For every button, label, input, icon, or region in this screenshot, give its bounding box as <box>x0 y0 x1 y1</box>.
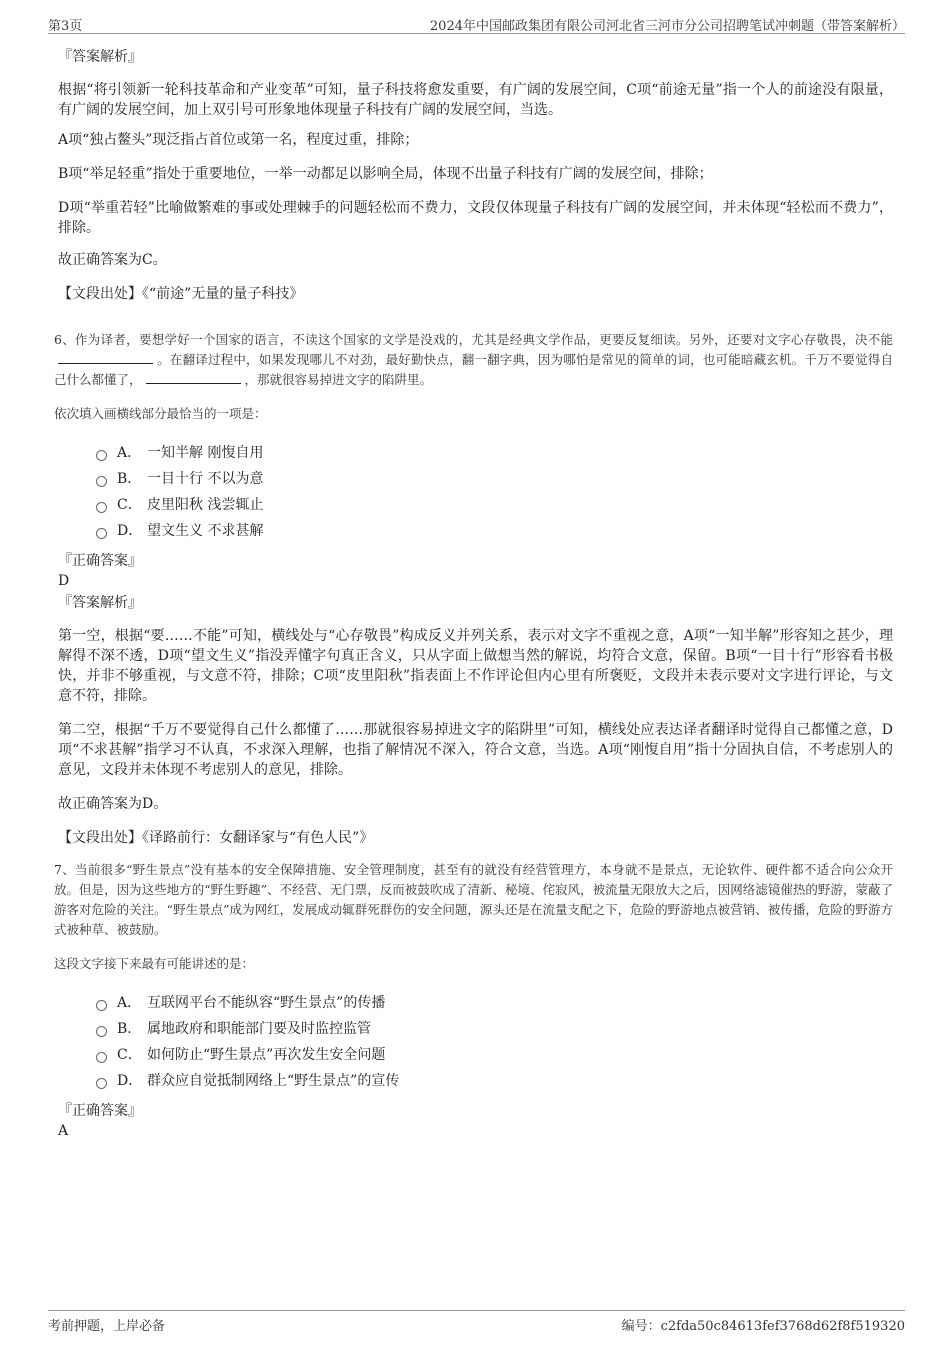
option-letter: C． <box>117 1047 142 1063</box>
option-text: 互联网平台不能纵容“野生景点”的传播 <box>147 995 386 1011</box>
radio-icon[interactable] <box>96 1052 107 1063</box>
document-title: 2024年中国邮政集团有限公司河北省三河市分公司招聘笔试冲刺题（带答案解析） <box>429 19 905 34</box>
fill-blank <box>58 351 153 364</box>
option-d[interactable] <box>96 1068 893 1094</box>
correct-answer: D <box>58 573 70 589</box>
page-header <box>48 13 905 34</box>
question-prompt: 依次填入画横线部分最恰当的一项是： <box>54 406 267 421</box>
option-b[interactable] <box>96 1016 893 1042</box>
analysis-paragraph: 第一空，根据“要……不能”可知，横线处与“心存敬畏”构成反义并列关系，表示对文字不重视之意，A项“一知半解”形容知之甚少，理解得不深不透，D项“望文生义”指没弄懂字句真正含义，只从字面上做想当然的解说，均符合文意，保留。B项“一目十行”形容看书极快，并非不够重视，与文意不符，排除；C项“皮里阳秋”指表面上不作评论但内心里有所褒贬，文段并未表示要对文字进行评论，与文意不符，排除。 <box>58 628 893 704</box>
option-text: 如何防止“野生景点”再次发生安全问题 <box>147 1047 386 1063</box>
analysis-label: 『答案解析』 <box>58 49 142 65</box>
conclusion: 故正确答案为D。 <box>58 796 168 812</box>
correct-answer-label: 『正确答案』 <box>58 1103 142 1119</box>
radio-icon[interactable] <box>96 502 107 513</box>
option-letter: B． <box>117 1021 142 1037</box>
analysis-paragraph: 根据“将引领新一轮科技革命和产业变革”可知，量子科技将愈发重要，有广阔的发展空间，C项“前途无量”指一个人的前途没有限量，有广阔的发展空间，加上双引号可形象地体现量子科技有广阔的发展空间，当选。 <box>58 82 893 118</box>
option-list <box>96 990 893 1094</box>
option-text: 一知半解 刚愎自用 <box>147 445 264 461</box>
radio-icon[interactable] <box>96 1026 107 1037</box>
option-a[interactable] <box>96 440 893 466</box>
option-letter: A． <box>117 995 142 1011</box>
footer-slogan: 考前押题，上岸必备 <box>48 1319 166 1334</box>
conclusion: 故正确答案为C。 <box>58 252 167 268</box>
option-c[interactable] <box>96 492 893 518</box>
radio-icon[interactable] <box>96 476 107 487</box>
option-d[interactable] <box>96 518 893 544</box>
page-footer <box>48 1310 905 1334</box>
option-text: 一目十行 不以为意 <box>147 471 264 487</box>
code-value: c2fda50c84613fef3768d62f8f519320 <box>660 1319 905 1334</box>
analysis-paragraph: B项“举足轻重”指处于重要地位，一举一动都足以影响全局，体现不出量子科技有广阔的发展空间，排除； <box>58 166 713 182</box>
option-letter: A． <box>117 445 142 461</box>
option-letter: C． <box>117 497 142 513</box>
option-text: 属地政府和职能部门要及时监控监管 <box>147 1021 371 1037</box>
option-text: 皮里阳秋 浅尝辄止 <box>147 497 264 513</box>
question-stem-part: ，那就很容易掉进文字的陷阱里。 <box>244 372 433 387</box>
option-text: 群众应自觉抵制网络上“野生景点”的宣传 <box>147 1073 400 1089</box>
radio-icon[interactable] <box>96 528 107 539</box>
question-stem-part: 6、作为译者，要想学好一个国家的语言，不读这个国家的文学是没戏的，尤其是经典文学作品，更要反复细读。另外，还要对文字心存敬畏，决不能 <box>54 332 893 347</box>
option-letter: D． <box>117 1073 143 1089</box>
analysis-paragraph: D项“举重若轻”比喻做繁难的事或处理棘手的问题轻松而不费力，文段仅体现量子科技有广阔的发展空间，并未体现“轻松而不费力”，排除。 <box>58 200 893 236</box>
option-b[interactable] <box>96 466 893 492</box>
document-code <box>622 1315 905 1334</box>
question-stem: 7、当前很多“野生景点”没有基本的安全保障措施、安全管理制度，甚至有的就没有经营管理方，本身就不是景点，无论软件、硬件都不适合向公众开放。但是，因为这些地方的“野生野趣”、不经营、无门票，反而被鼓吹成了清新、秘境、侘寂风，被流量无限放大之后，因网络滤镜催热的野游，蒙蔽了游客对危险的关注。“野生景点”成为网红，发展成动辄群死群伤的安全问题，源头还是在流量支配之下，危险的野游地点被营销、被传播，危险的野游方式被种草、被鼓励。 <box>54 862 893 937</box>
radio-icon[interactable] <box>96 1000 107 1011</box>
correct-answer-label: 『正确答案』 <box>58 553 142 569</box>
option-list <box>96 440 893 544</box>
radio-icon[interactable] <box>96 450 107 461</box>
question-stem <box>54 330 893 390</box>
source-citation: 【文段出处】《“前途”无量的量子科技》 <box>58 286 304 302</box>
option-letter: B． <box>117 471 142 487</box>
analysis-paragraph: 第二空，根据“千万不要觉得自己什么都懂了……那就很容易掉进文字的陷阱里”可知，横线处应表达译者翻译时觉得自己都懂之意，D项“不求甚解”指学习不认真，不求深入理解，也指了解情况不深入，符合文意，当选。A项“刚愎自用”指十分固执自信，不考虑别人的意见，文段并未体现不考虑别人的意见，排除。 <box>58 722 893 778</box>
analysis-label: 『答案解析』 <box>58 595 142 611</box>
question-stem-part: 。在翻译过程中，如果发现哪儿不对劲，最好勤快点，翻一翻字典，因为哪怕是常见的简单的词，也可能暗藏玄机。千万不要觉得自己什么都懂了， <box>54 352 893 387</box>
source-citation: 【文段出处】《译路前行：女翻译家与“有色人民”》 <box>58 830 374 846</box>
correct-answer: A <box>58 1123 69 1139</box>
fill-blank <box>146 371 241 384</box>
code-label: 编号： <box>621 1319 661 1334</box>
document-body <box>54 44 893 1140</box>
analysis-paragraph: A项“独占鳌头”现泛指占首位或第一名，程度过重，排除； <box>58 132 419 148</box>
option-c[interactable] <box>96 1042 893 1068</box>
option-text: 望文生义 不求甚解 <box>147 523 264 539</box>
option-letter: D． <box>117 523 143 539</box>
radio-icon[interactable] <box>96 1078 107 1089</box>
question-prompt: 这段文字接下来最有可能讲述的是： <box>54 956 255 971</box>
page-number: 第3页 <box>48 19 83 34</box>
option-a[interactable] <box>96 990 893 1016</box>
